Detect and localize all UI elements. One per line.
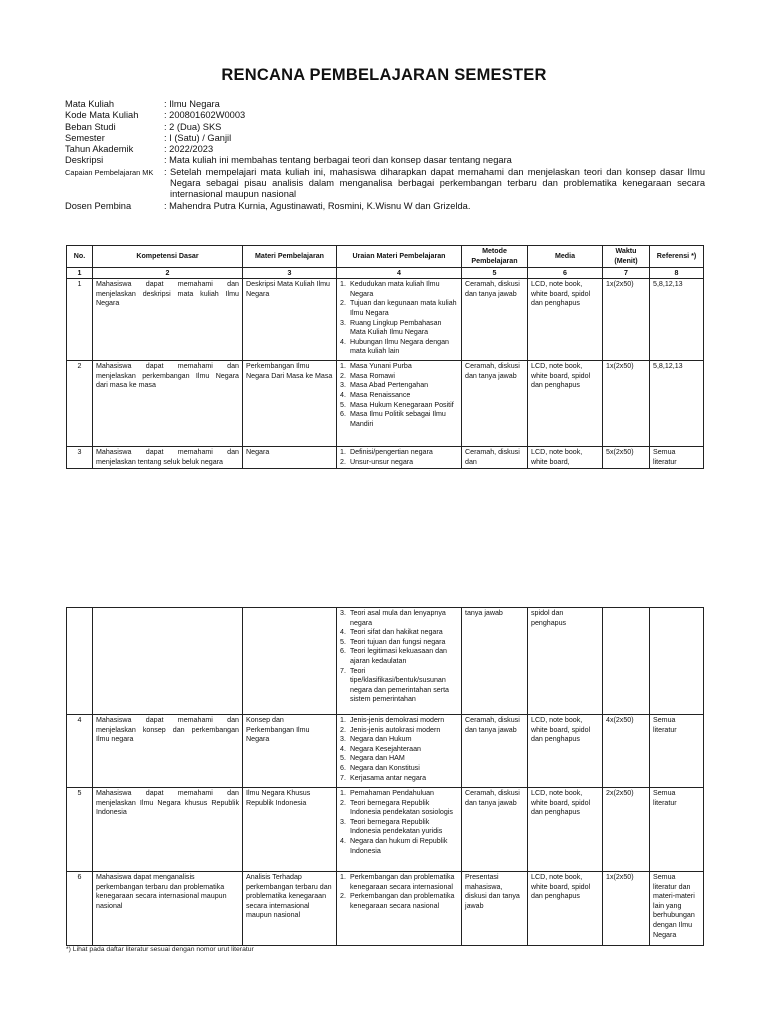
cell-referensi: 5,8,12,13 [650, 361, 704, 447]
list-item: 4. Masa Renaissance [340, 390, 411, 399]
table-row-continuation [67, 608, 704, 715]
header-referensi: Referensi *) [650, 246, 704, 268]
meta-label: Deskripsi [65, 155, 104, 166]
meta-value: : 2022/2023 [164, 144, 214, 155]
cell-metode: Ceramah, diskusi dan tanya jawab [462, 279, 528, 361]
cell-waktu: 1x(2x50) [603, 361, 650, 447]
column-number: 4 [337, 268, 462, 279]
table-row [67, 872, 704, 946]
meta-row-dosen [65, 201, 705, 212]
meta-label: Kode Mata Kuliah [65, 110, 139, 121]
header-waktu: Waktu (Menit) [603, 246, 650, 268]
cell-uraian [337, 361, 462, 447]
cell-media: LCD, note book, white board, spidol dan penghapus [528, 361, 603, 447]
footnote: *) Lihat pada daftar literatur sesuai dengan nomor urut literatur [66, 946, 254, 953]
cell-kompetensi [93, 608, 243, 715]
cell-materi: Konsep dan Perkembangan Ilmu Negara [243, 715, 337, 788]
cell-uraian [337, 872, 462, 946]
list-item: 4. Teori sifat dan hakikat negara [340, 628, 443, 637]
list-item: 2. Tujuan dan kegunaan mata kuliah Ilmu Negara [340, 299, 457, 317]
table-row [67, 788, 704, 872]
table-row [67, 361, 704, 447]
list-item: 6. Masa Ilmu Politik sebagai Ilmu Mandiri [340, 410, 446, 428]
cell-uraian [337, 447, 462, 469]
list-item: 5. Masa Hukum Kenegaraan Positif [340, 400, 454, 409]
cell-no: 5 [67, 788, 93, 872]
cell-materi: Ilmu Negara Khusus Republik Indonesia [243, 788, 337, 872]
meta-row-capaian [65, 167, 705, 201]
rps-table-part-1 [66, 245, 704, 469]
list-item: 7. Kerjasama antar negara [340, 773, 427, 782]
list-item: 5. Negara dan HAM [340, 754, 405, 763]
cell-no: 1 [67, 279, 93, 361]
cell-referensi: Semua literatur [650, 788, 704, 872]
list-item: 4. Negara dan hukum di Republik Indonesia [340, 836, 448, 855]
meta-row-kode [65, 110, 705, 121]
meta-label: Dosen Pembina [65, 200, 132, 211]
meta-label: Mata Kuliah [65, 99, 115, 109]
cell-media: LCD, note book, white board, spidol dan penghapus [528, 715, 603, 788]
list-item: 1. Perkembangan dan problematika kenegaraan secara internasional [340, 873, 455, 891]
cell-no [67, 608, 93, 715]
document-title: RENCANA PEMBELAJARAN SEMESTER [221, 66, 547, 84]
list-item: 4. Hubungan Ilmu Negara dengan mata kuliah lain [340, 337, 449, 356]
cell-no: 4 [67, 715, 93, 788]
meta-value: : 2 (Dua) SKS [164, 121, 222, 132]
meta-value: : Mata kuliah ini membahas tentang berbagai teori dan konsep dasar tentang negara [164, 155, 512, 166]
meta-label: Capaian Pembelajaran MK [65, 167, 154, 177]
column-number: 1 [67, 268, 93, 279]
header-kompetensi: Kompetensi Dasar [93, 246, 243, 268]
cell-kompetensi: Mahasiswa dapat memahami dan menjelaskan deskripsi mata kuliah Ilmu Negara [93, 279, 243, 361]
header-uraian: Uraian Materi Pembelajaran [337, 246, 462, 268]
list-item: 2. Perkembangan dan problematika kenegaraan secara nasional [340, 892, 455, 910]
cell-kompetensi: Mahasiswa dapat memahami dan menjelaskan perkembangan Ilmu Negara dari masa ke masa [93, 361, 243, 447]
list-item: 2. Teori bernegara Republik Indonesia pendekatan sosiologis [340, 798, 453, 817]
header-metode: Metode Pembelajaran [462, 246, 528, 268]
cell-materi: Analisis Terhadap perkembangan terbaru dan problematika kenegaraan secara internasional maupun nasional [243, 872, 337, 946]
list-item: 6. Negara dan Konstitusi [340, 763, 420, 772]
list-item: 1. Jenis-jenis demokrasi modern [340, 716, 445, 724]
list-item: 3. Teori asal mula dan lenyapnya negara [340, 609, 446, 627]
cell-metode: Ceramah, diskusi dan tanya jawab [462, 788, 528, 872]
meta-value: : Mahendra Putra Kurnia, Agustinawati, Rosmini, K.Wisnu W dan Grizelda. [164, 200, 471, 211]
meta-label: Beban Studi [65, 121, 116, 132]
header-materi: Materi Pembelajaran [243, 246, 337, 268]
table-row [67, 447, 704, 469]
list-item: 3. Masa Abad Pertengahan [340, 381, 429, 390]
column-number-row [67, 268, 704, 279]
cell-waktu [603, 608, 650, 715]
cell-waktu: 1x(2x50) [603, 872, 650, 946]
list-item: 1. Masa Yunani Purba [340, 362, 412, 371]
cell-referensi [650, 608, 704, 715]
column-number: 5 [462, 268, 528, 279]
meta-row-deskripsi [65, 155, 705, 166]
cell-media: LCD, note book, white board, spidol dan penghapus [528, 872, 603, 946]
meta-colon: : [164, 166, 167, 177]
cell-materi: Deskripsi Mata Kuliah Ilmu Negara [243, 279, 337, 361]
list-item: 1. Pemahaman Pendahuluan [340, 789, 435, 797]
cell-metode: tanya jawab [462, 608, 528, 715]
meta-row-mata-kuliah [65, 99, 705, 110]
cell-no: 6 [67, 872, 93, 946]
list-item: 3. Negara dan Hukum [340, 735, 412, 744]
meta-label: Tahun Akademik [65, 144, 134, 155]
cell-kompetensi: Mahasiswa dapat memahami dan menjelaskan tentang seluk beluk negara [93, 447, 243, 469]
list-item: 2. Masa Romawi [340, 371, 395, 380]
list-item: 2. Jenis-jenis autokrasi modern [340, 725, 441, 734]
cell-no: 2 [67, 361, 93, 447]
meta-value: : 200801602W0003 [164, 110, 246, 121]
header-media: Media [528, 246, 603, 268]
meta-label: Semester [65, 132, 105, 143]
cell-referensi: 5,8,12,13 [650, 279, 704, 361]
column-number: 2 [93, 268, 243, 279]
cell-kompetensi: Mahasiswa dapat memahami dan menjelaskan Ilmu Negara khusus Republik Indonesia [93, 788, 243, 872]
cell-referensi: Semua literatur [650, 715, 704, 788]
table-row [67, 279, 704, 361]
cell-kompetensi: Mahasiswa dapat memahami dan menjelaskan konsep dan perkembangan Ilmu negara [93, 715, 243, 788]
cell-media: LCD, note book, white board, spidol dan penghapus [528, 279, 603, 361]
meta-value: Setelah mempelajari mata kuliah ini, mahasiswa diharapkan dapat memahami dan menjelaskan teori dan konsep dasar Ilmu Negara sebagai pisau analisis dalam menganalisa berbagai perkembangan terbaru dan problematika kenegaraan secara internasional maupun nasional [170, 166, 705, 200]
cell-metode: Ceramah, diskusi dan [462, 447, 528, 469]
cell-metode: Presentasi mahasiswa, diskusi dan tanya jawab [462, 872, 528, 946]
meta-row-tahun [65, 144, 705, 155]
course-info [65, 99, 705, 212]
list-item: 6. Teori legitimasi kekuasaan dan ajaran kedaulatan [340, 647, 448, 665]
list-item: 1. Definisi/pengertian negara [340, 448, 433, 457]
meta-row-beban-studi [65, 122, 705, 133]
cell-waktu: 5x(2x50) [603, 447, 650, 469]
list-item: 3. Ruang Lingkup Pembahasan Mata Kuliah Ilmu Negara [340, 318, 442, 337]
header-row [67, 246, 704, 268]
cell-uraian [337, 715, 462, 788]
cell-metode: Ceramah, diskusi dan tanya jawab [462, 715, 528, 788]
table-row [67, 715, 704, 788]
list-item: 5. Teori tujuan dan fungsi negara [340, 637, 446, 646]
cell-kompetensi: Mahasiswa dapat menganalisis perkembangan terbaru dan problematika kenegaraan secara internasional maupun nasional [93, 872, 243, 946]
list-item: 4. Negara Kesejahteraan [340, 744, 421, 753]
cell-materi: Perkembangan Ilmu Negara Dari Masa ke Masa [243, 361, 337, 447]
cell-uraian [337, 279, 462, 361]
column-number: 8 [650, 268, 704, 279]
meta-value: : I (Satu) / Ganjil [164, 132, 232, 143]
cell-waktu: 2x(2x50) [603, 788, 650, 872]
column-number: 6 [528, 268, 603, 279]
cell-waktu: 4x(2x50) [603, 715, 650, 788]
cell-materi: Negara [243, 447, 337, 469]
cell-media: LCD, note book, white board, [528, 447, 603, 469]
cell-media: spidol dan penghapus [528, 608, 603, 715]
column-number: 3 [243, 268, 337, 279]
rps-table-part-2 [66, 607, 704, 946]
cell-referensi: Semua literatur [650, 447, 704, 469]
cell-waktu: 1x(2x50) [603, 279, 650, 361]
cell-metode: Ceramah, diskusi dan tanya jawab [462, 361, 528, 447]
cell-referensi: Semua literatur dan materi-materi lain yang berhubungan dengan Ilmu Negara [650, 872, 704, 946]
cell-materi [243, 608, 337, 715]
meta-value: : Ilmu Negara [164, 99, 220, 109]
cell-no: 3 [67, 447, 93, 469]
header-no: No. [67, 246, 93, 268]
column-number: 7 [603, 268, 650, 279]
list-item: 3. Teori bernegara Republik Indonesia pendekatan yuridis [340, 817, 443, 836]
cell-uraian [337, 608, 462, 715]
list-item: 1. Kedudukan mata kuliah Ilmu Negara [340, 280, 440, 298]
list-item: 2. Unsur-unsur negara [340, 457, 414, 466]
cell-uraian [337, 788, 462, 872]
list-item: 7. Teori tipe/klasifikasi/bentuk/susunan negara dan pemerintahan serta sistem pemerintahan [340, 666, 449, 704]
cell-media: LCD, note book, white board, spidol dan penghapus [528, 788, 603, 872]
meta-row-semester [65, 133, 705, 144]
